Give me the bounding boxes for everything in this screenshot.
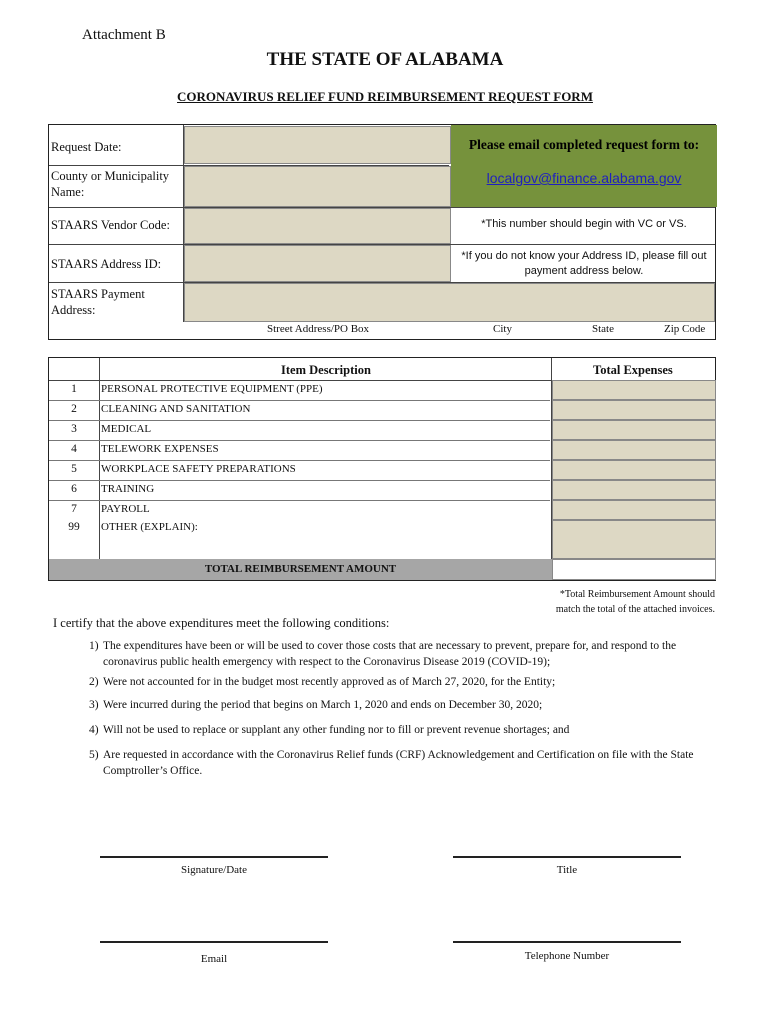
- item-description: WORKPLACE SAFETY PREPARATIONS: [101, 463, 296, 475]
- item-number: 7: [71, 503, 77, 515]
- item-description: OTHER (EXPLAIN):: [101, 521, 198, 533]
- condition-item: [89, 639, 714, 670]
- state-label: State: [592, 323, 614, 335]
- condition-number: 4): [89, 724, 99, 736]
- email-line[interactable]: [100, 941, 328, 943]
- request-info-table: [48, 124, 716, 340]
- condition-number: 1): [89, 640, 99, 652]
- signature-line[interactable]: [100, 856, 328, 858]
- item-description: TRAINING: [101, 483, 155, 495]
- row-divider: [49, 420, 550, 421]
- expense-amount-field[interactable]: [552, 440, 716, 460]
- payment-address-label: STAARS Payment Address:: [51, 287, 145, 317]
- email-banner: [451, 125, 717, 207]
- item-number: 5: [71, 463, 77, 475]
- county-name-field[interactable]: [184, 166, 451, 207]
- column-divider: [99, 358, 100, 559]
- county-label: County or Municipality Name:: [51, 169, 170, 199]
- email-heading: Please email completed request form to:: [468, 137, 700, 152]
- vendor-code-field[interactable]: [184, 208, 451, 244]
- total-footnote: [460, 587, 715, 617]
- item-description: PERSONAL PROTECTIVE EQUIPMENT (PPE): [101, 383, 323, 395]
- attachment-label: Attachment B: [82, 27, 166, 43]
- condition-item: [89, 698, 714, 714]
- page-title: THE STATE OF ALABAMA: [266, 49, 504, 70]
- address-id-field[interactable]: [184, 245, 451, 282]
- condition-number: 3): [89, 699, 99, 711]
- form-subtitle: CORONAVIRUS RELIEF FUND REIMBURSEMENT REQUEST FORM: [177, 89, 593, 104]
- footnote-line: *Total Reimbursement Amount should: [559, 589, 715, 600]
- request-date-label: Request Date:: [51, 140, 122, 154]
- row-divider: [49, 440, 550, 441]
- expense-amount-field[interactable]: [552, 420, 716, 440]
- item-number: 3: [71, 423, 77, 435]
- item-number: 4: [71, 443, 77, 455]
- row-divider: [49, 460, 550, 461]
- condition-item: [89, 723, 714, 739]
- condition-item: [89, 748, 714, 779]
- title-label: Title: [556, 864, 578, 876]
- row-divider: [49, 500, 550, 501]
- item-description: PAYROLL: [101, 503, 150, 515]
- condition-item: [89, 675, 714, 691]
- item-number: 1: [71, 383, 77, 395]
- item-description: TELEWORK EXPENSES: [101, 443, 219, 455]
- title-line[interactable]: [453, 856, 681, 858]
- signature-date-label: Signature/Date: [181, 864, 247, 876]
- expenses-table: [48, 357, 716, 581]
- condition-text: The expenditures have been or will be used to cover those costs that are necessary to prevent, prepare for, and respond to the coronavirus public health emergency with respect to the Coronavirus Disease 2019 (COVID-19);: [103, 640, 677, 668]
- certify-intro: I certify that the above expenditures meet the following conditions:: [53, 616, 390, 630]
- telephone-label: Telephone Number: [524, 950, 610, 962]
- item-description: MEDICAL: [101, 423, 152, 435]
- item-description-header: Item Description: [281, 363, 371, 377]
- address-id-note: *If you do not know your Address ID, please fill out payment address below.: [461, 250, 707, 277]
- request-date-field[interactable]: [184, 126, 451, 164]
- expense-amount-field[interactable]: [552, 500, 716, 520]
- expense-amount-field[interactable]: [552, 480, 716, 500]
- vendor-code-note: *This number should begin with VC or VS.: [481, 218, 687, 230]
- row-divider: [49, 400, 550, 401]
- address-id-label: STAARS Address ID:: [51, 257, 162, 271]
- condition-text: Were incurred during the period that begins on March 1, 2020 and ends on December 30, 2020;: [103, 699, 543, 711]
- condition-number: 2): [89, 676, 99, 688]
- email-label: Email: [200, 953, 228, 965]
- total-reimbursement-label: TOTAL REIMBURSEMENT AMOUNT: [204, 563, 397, 575]
- email-link[interactable]: localgov@finance.alabama.gov: [486, 170, 682, 186]
- condition-text: Will not be used to replace or supplant any other funding nor to fill or prevent revenue shortages; and: [103, 724, 570, 736]
- condition-number: 5): [89, 749, 99, 761]
- expense-amount-field[interactable]: [552, 400, 716, 420]
- item-number: 99: [68, 521, 80, 533]
- vendor-code-label: STAARS Vendor Code:: [51, 218, 170, 232]
- item-number: 6: [71, 483, 77, 495]
- expense-amount-field[interactable]: [552, 460, 716, 480]
- row-divider: [49, 480, 550, 481]
- expense-amount-field[interactable]: [552, 380, 716, 400]
- payment-address-field[interactable]: [184, 283, 715, 322]
- condition-text: Were not accounted for in the budget most recently approved as of March 27, 2020, for the Entity;: [103, 676, 556, 688]
- zip-label: Zip Code: [664, 323, 706, 335]
- footnote-line: match the total of the attached invoices.: [555, 604, 715, 615]
- item-number: 2: [71, 403, 77, 415]
- total-reimbursement-field[interactable]: [552, 559, 716, 580]
- total-expenses-header: Total Expenses: [593, 363, 673, 377]
- condition-text: Are requested in accordance with the Coronavirus Relief funds (CRF) Acknowledgement and Certification on file with the State Comptroller’s Office.: [103, 749, 694, 777]
- total-reimbursement-bar: [49, 559, 552, 580]
- item-description: CLEANING AND SANITATION: [101, 403, 251, 415]
- telephone-line[interactable]: [453, 941, 681, 943]
- expense-amount-field[interactable]: [552, 520, 716, 559]
- street-label: Street Address/PO Box: [267, 323, 370, 335]
- city-label: City: [493, 323, 512, 335]
